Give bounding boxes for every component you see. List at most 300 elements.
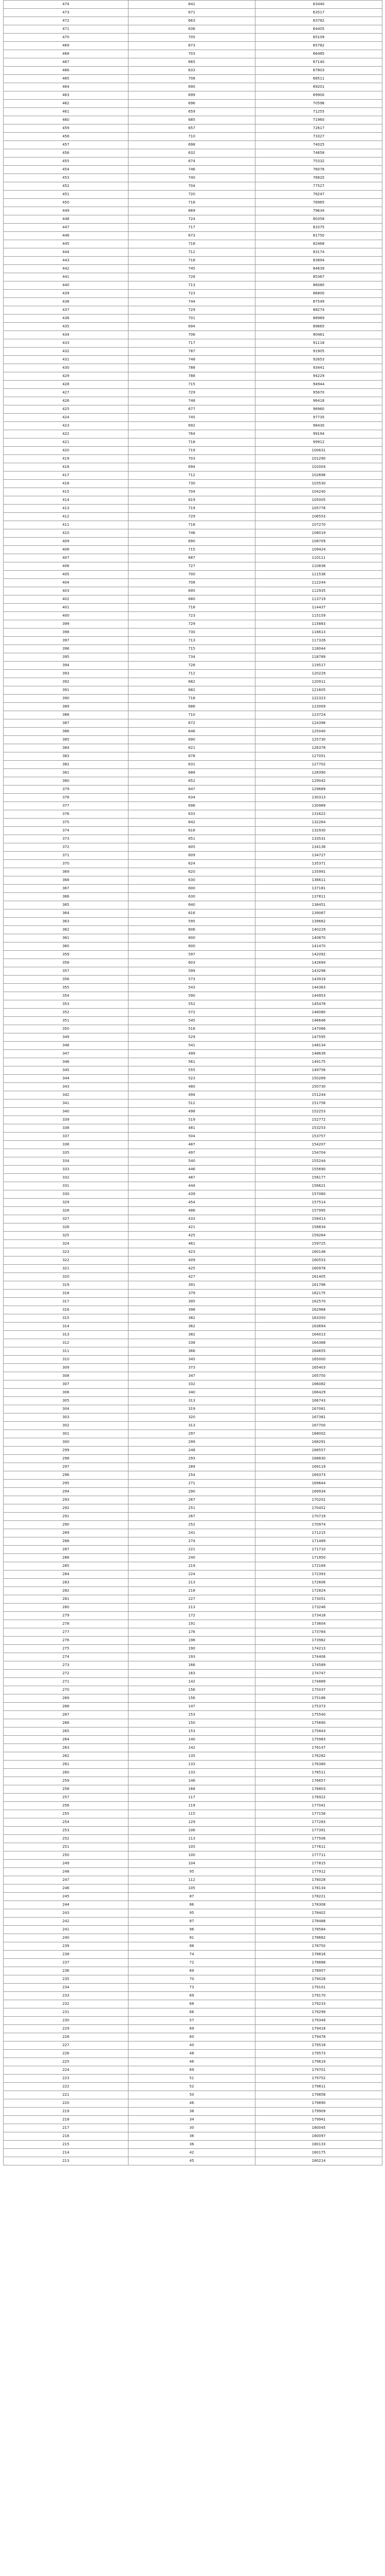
count-cell: 663 (129, 17, 255, 25)
cumulative-cell: 180214 (255, 2157, 382, 2165)
table-row (4, 794, 382, 802)
score-cell: 386 (4, 728, 129, 736)
score-cell: 288 (4, 1537, 129, 1546)
cumulative-cell: 72617 (255, 124, 382, 133)
table-row (4, 1331, 382, 1339)
table-row (4, 1727, 382, 1736)
score-cell: 472 (4, 17, 129, 25)
score-cell: 408 (4, 546, 129, 554)
score-cell: 270 (4, 1686, 129, 1694)
table-row (4, 959, 382, 967)
cumulative-cell: 91118 (255, 339, 382, 348)
count-cell: 271 (129, 1480, 255, 1488)
score-cell: 319 (4, 1281, 129, 1290)
score-cell: 289 (4, 1529, 129, 1537)
score-cell: 286 (4, 1554, 129, 1562)
count-cell: 646 (129, 728, 255, 736)
score-cell: 308 (4, 1372, 129, 1380)
count-cell: 748 (129, 397, 255, 405)
count-cell: 609 (129, 852, 255, 860)
count-cell: 105 (129, 1843, 255, 1851)
score-cell: 409 (4, 538, 129, 546)
cumulative-cell: 129042 (255, 777, 382, 786)
count-cell: 718 (129, 438, 255, 447)
count-cell: 427 (129, 1273, 255, 1281)
cumulative-cell: 173604 (255, 1620, 382, 1628)
cumulative-cell: 88969 (255, 315, 382, 323)
count-cell: 96 (129, 1926, 255, 1934)
count-cell: 153 (129, 1727, 255, 1736)
cumulative-cell: 112244 (255, 579, 382, 587)
cumulative-cell: 166429 (255, 1389, 382, 1397)
score-cell: 362 (4, 926, 129, 934)
cumulative-cell: 174747 (255, 1670, 382, 1678)
score-cell: 229 (4, 2025, 129, 2033)
table-row (4, 1207, 382, 1215)
cumulative-cell: 88274 (255, 306, 382, 315)
score-cell: 376 (4, 810, 129, 819)
table-row (4, 496, 382, 505)
table-row (4, 67, 382, 75)
score-cell: 360 (4, 943, 129, 951)
table-row (4, 819, 382, 827)
count-cell: 673 (129, 42, 255, 50)
count-cell: 652 (129, 777, 255, 786)
cumulative-cell: 122323 (255, 695, 382, 703)
score-cell: 233 (4, 1992, 129, 2000)
count-cell: 715 (129, 645, 255, 653)
table-row (4, 1166, 382, 1174)
score-cell: 434 (4, 331, 129, 339)
table-row (4, 50, 382, 58)
count-cell: 480 (129, 1083, 255, 1091)
table-row (4, 1116, 382, 1124)
score-cell: 410 (4, 529, 129, 538)
count-cell: 129 (129, 1818, 255, 1827)
table-row (4, 356, 382, 364)
cumulative-cell: 135371 (255, 860, 382, 868)
table-row (4, 1934, 382, 1942)
count-cell: 634 (129, 794, 255, 802)
cumulative-cell: 69900 (255, 91, 382, 100)
score-cell: 263 (4, 1744, 129, 1752)
table-row (4, 1554, 382, 1562)
table-row (4, 1256, 382, 1265)
count-cell: 34 (129, 2116, 255, 2124)
table-row (4, 1248, 382, 1256)
cumulative-cell: 118789 (255, 653, 382, 662)
score-cell: 298 (4, 1455, 129, 1463)
count-cell: 487 (129, 1141, 255, 1149)
count-cell: 274 (129, 1537, 255, 1546)
cumulative-cell: 175540 (255, 1711, 382, 1719)
table-row (4, 281, 382, 290)
cumulative-cell: 177283 (255, 1818, 382, 1827)
score-cell: 387 (4, 719, 129, 728)
table-row (4, 1612, 382, 1620)
table-row (4, 967, 382, 976)
score-cell: 334 (4, 1157, 129, 1166)
count-cell: 621 (129, 744, 255, 752)
score-cell: 300 (4, 1438, 129, 1447)
table-row (4, 331, 382, 339)
count-cell: 104 (129, 1860, 255, 1868)
count-cell: 112 (129, 1876, 255, 1884)
cumulative-cell: 115159 (255, 612, 382, 620)
table-row (4, 926, 382, 934)
count-cell: 718 (129, 257, 255, 265)
count-cell: 685 (129, 116, 255, 124)
table-row (4, 521, 382, 529)
count-cell: 746 (129, 529, 255, 538)
count-cell: 715 (129, 546, 255, 554)
table-row (4, 17, 382, 25)
count-cell: 543 (129, 984, 255, 992)
count-cell: 595 (129, 918, 255, 926)
score-cell: 265 (4, 1727, 129, 1736)
score-cell: 268 (4, 1703, 129, 1711)
count-cell: 252 (129, 1521, 255, 1529)
score-cell: 441 (4, 273, 129, 281)
cumulative-cell: 180133 (255, 2141, 382, 2149)
table-row (4, 1818, 382, 1827)
table-row (4, 1752, 382, 1761)
count-cell: 454 (129, 1199, 255, 1207)
count-cell: 712 (129, 472, 255, 480)
cumulative-cell: 115883 (255, 620, 382, 629)
table-row (4, 422, 382, 430)
cumulative-cell: 99194 (255, 430, 382, 438)
count-cell: 712 (129, 248, 255, 257)
cumulative-cell: 148134 (255, 1042, 382, 1050)
count-cell: 764 (129, 430, 255, 438)
score-cell: 225 (4, 2058, 129, 2066)
table-row (4, 472, 382, 480)
cumulative-cell: 174889 (255, 1678, 382, 1686)
table-row (4, 174, 382, 182)
count-cell: 366 (129, 1347, 255, 1356)
score-cell: 246 (4, 1884, 129, 1893)
count-cell: 191 (129, 1620, 255, 1628)
cumulative-cell: 89665 (255, 323, 382, 331)
score-cell: 278 (4, 1620, 129, 1628)
table-row (4, 1455, 382, 1463)
score-cell: 332 (4, 1174, 129, 1182)
score-cell: 337 (4, 1133, 129, 1141)
score-cell: 292 (4, 1504, 129, 1513)
cumulative-cell: 75332 (255, 158, 382, 166)
cumulative-cell: 173246 (255, 1604, 382, 1612)
cumulative-cell: 178584 (255, 1926, 382, 1934)
count-cell: 710 (129, 133, 255, 141)
count-cell: 695 (129, 587, 255, 595)
count-cell: 724 (129, 215, 255, 224)
score-cell: 297 (4, 1463, 129, 1471)
score-cell: 239 (4, 1942, 129, 1951)
table-row (4, 199, 382, 207)
count-cell: 573 (129, 976, 255, 984)
score-cell: 474 (4, 1, 129, 9)
count-cell: 745 (129, 414, 255, 422)
score-cell: 453 (4, 174, 129, 182)
count-cell: 176 (129, 1628, 255, 1637)
score-cell: 326 (4, 1223, 129, 1232)
table-row (4, 2033, 382, 2041)
table-row (4, 1, 382, 9)
score-cell: 462 (4, 100, 129, 108)
score-cell: 279 (4, 1612, 129, 1620)
count-cell: 665 (129, 58, 255, 67)
table-row (4, 463, 382, 472)
table-row (4, 1653, 382, 1661)
cumulative-cell: 170452 (255, 1504, 382, 1513)
table-row (4, 686, 382, 695)
cumulative-cell: 153757 (255, 1133, 382, 1141)
table-row (4, 893, 382, 901)
table-row (4, 843, 382, 852)
count-cell: 630 (129, 893, 255, 901)
cumulative-cell: 97735 (255, 414, 382, 422)
score-cell: 284 (4, 1570, 129, 1579)
score-cell: 365 (4, 901, 129, 909)
table-row (4, 405, 382, 414)
cumulative-cell: 145478 (255, 1000, 382, 1009)
count-cell: 600 (129, 885, 255, 893)
score-cell: 380 (4, 777, 129, 786)
count-cell: 600 (129, 934, 255, 943)
score-cell: 407 (4, 554, 129, 562)
table-row (4, 885, 382, 893)
table-row (4, 1141, 382, 1149)
table-row (4, 1281, 382, 1290)
count-cell: 642 (129, 819, 255, 827)
count-cell: 696 (129, 802, 255, 810)
cumulative-cell: 65109 (255, 34, 382, 42)
score-cell: 293 (4, 1496, 129, 1504)
table-row (4, 752, 382, 761)
cumulative-cell: 139067 (255, 909, 382, 918)
cumulative-cell: 172393 (255, 1570, 382, 1579)
cumulative-cell: 146080 (255, 1009, 382, 1017)
score-cell: 259 (4, 1777, 129, 1785)
table-row (4, 761, 382, 769)
score-cell: 254 (4, 1818, 129, 1827)
count-cell: 688 (129, 769, 255, 777)
score-cell: 341 (4, 1099, 129, 1108)
count-cell: 710 (129, 711, 255, 719)
cumulative-cell: 134727 (255, 852, 382, 860)
score-cell: 357 (4, 967, 129, 976)
table-row (4, 1719, 382, 1727)
score-cell: 473 (4, 9, 129, 17)
cumulative-cell: 178750 (255, 1942, 382, 1951)
cumulative-cell: 179752 (255, 2075, 382, 2083)
cumulative-cell: 93441 (255, 364, 382, 372)
cumulative-cell: 172169 (255, 1562, 382, 1570)
table-row (4, 901, 382, 909)
table-row (4, 2141, 382, 2149)
table-row (4, 265, 382, 273)
count-cell: 552 (129, 1000, 255, 1009)
score-cell: 215 (4, 2141, 129, 2149)
table-row (4, 1298, 382, 1306)
cumulative-cell: 179701 (255, 2066, 382, 2075)
table-row (4, 1447, 382, 1455)
count-cell: 69 (129, 2066, 255, 2075)
score-cell: 455 (4, 158, 129, 166)
count-cell: 787 (129, 348, 255, 356)
score-cell: 359 (4, 951, 129, 959)
cumulative-cell: 133531 (255, 835, 382, 843)
table-row (4, 1893, 382, 1901)
count-cell: 172 (129, 1612, 255, 1620)
count-cell: 541 (129, 1042, 255, 1050)
cumulative-cell: 173982 (255, 1637, 382, 1645)
count-cell: 555 (129, 1066, 255, 1075)
count-cell: 487 (129, 1174, 255, 1182)
cumulative-cell: 132930 (255, 827, 382, 835)
table-row (4, 1909, 382, 1918)
table-row (4, 1570, 382, 1579)
cumulative-cell: 81075 (255, 224, 382, 232)
count-cell: 519 (129, 1116, 255, 1124)
count-cell: 719 (129, 447, 255, 455)
count-cell: 561 (129, 1058, 255, 1066)
cumulative-cell: 127702 (255, 761, 382, 769)
count-cell: 715 (129, 381, 255, 389)
score-cell: 405 (4, 571, 129, 579)
cumulative-cell: 168830 (255, 1455, 382, 1463)
table-row (4, 1711, 382, 1719)
cumulative-cell: 178488 (255, 1918, 382, 1926)
cumulative-cell: 175037 (255, 1686, 382, 1694)
score-cell: 295 (4, 1480, 129, 1488)
count-cell: 421 (129, 1223, 255, 1232)
table-row (4, 1009, 382, 1017)
count-cell: 512 (129, 1099, 255, 1108)
count-cell: 620 (129, 868, 255, 876)
cumulative-cell: 176147 (255, 1744, 382, 1752)
count-cell: 379 (129, 1290, 255, 1298)
count-cell: 745 (129, 265, 255, 273)
table-row (4, 1232, 382, 1240)
table-row (4, 381, 382, 389)
table-row (4, 339, 382, 348)
score-cell: 217 (4, 2124, 129, 2132)
table-row (4, 315, 382, 323)
score-cell: 327 (4, 1215, 129, 1223)
count-cell: 718 (129, 240, 255, 248)
cumulative-cell: 171710 (255, 1546, 382, 1554)
cumulative-cell: 178662 (255, 1934, 382, 1942)
cumulative-cell: 151756 (255, 1099, 382, 1108)
table-row (4, 141, 382, 149)
table-row (4, 1744, 382, 1752)
count-cell: 81 (129, 1934, 255, 1942)
count-cell: 706 (129, 331, 255, 339)
cumulative-cell: 178888 (255, 1959, 382, 1967)
count-cell: 746 (129, 166, 255, 174)
table-row (4, 149, 382, 158)
table-row (4, 678, 382, 686)
cumulative-cell: 177711 (255, 1851, 382, 1860)
score-cell: 352 (4, 1009, 129, 1017)
table-row (4, 662, 382, 670)
table-row (4, 1405, 382, 1413)
cumulative-cell: 168557 (255, 1447, 382, 1455)
cumulative-cell: 176380 (255, 1761, 382, 1769)
table-row (4, 951, 382, 959)
score-cell: 328 (4, 1207, 129, 1215)
score-cell: 364 (4, 909, 129, 918)
table-row (4, 1265, 382, 1273)
count-cell: 597 (129, 951, 255, 959)
score-cell: 464 (4, 83, 129, 91)
table-row (4, 2075, 382, 2083)
count-cell: 723 (129, 290, 255, 298)
score-cell: 384 (4, 744, 129, 752)
score-cell: 460 (4, 116, 129, 124)
cumulative-cell: 76820 (255, 174, 382, 182)
score-cell: 461 (4, 108, 129, 116)
score-cell: 435 (4, 323, 129, 331)
count-cell: 728 (129, 662, 255, 670)
cumulative-cell: 65782 (255, 42, 382, 50)
count-cell: 590 (129, 992, 255, 1000)
score-cell: 230 (4, 2017, 129, 2025)
cumulative-cell: 123009 (255, 703, 382, 711)
cumulative-cell: 150730 (255, 1083, 382, 1091)
cumulative-cell: 165000 (255, 1356, 382, 1364)
cumulative-cell: 166082 (255, 1380, 382, 1389)
score-cell: 433 (4, 339, 129, 348)
score-cell: 241 (4, 1926, 129, 1934)
count-cell: 146 (129, 1777, 255, 1785)
table-row (4, 1017, 382, 1025)
score-cell: 285 (4, 1562, 129, 1570)
count-cell: 166 (129, 1661, 255, 1670)
count-cell: 113 (129, 1835, 255, 1843)
table-row (4, 1521, 382, 1529)
count-cell: 156 (129, 1686, 255, 1694)
score-cell: 358 (4, 959, 129, 967)
score-cell: 356 (4, 976, 129, 984)
table-row (4, 1496, 382, 1504)
cumulative-cell: 144363 (255, 984, 382, 992)
table-row (4, 1463, 382, 1471)
cumulative-cell: 179811 (255, 2083, 382, 2091)
cumulative-cell: 179418 (255, 2025, 382, 2033)
score-cell: 227 (4, 2041, 129, 2050)
count-cell: 703 (129, 50, 255, 58)
cumulative-cell: 64405 (255, 25, 382, 34)
count-cell: 133 (129, 1769, 255, 1777)
table-row (4, 1397, 382, 1405)
cumulative-cell: 177156 (255, 1810, 382, 1818)
cumulative-cell: 160978 (255, 1265, 382, 1273)
count-cell: 713 (129, 637, 255, 645)
cumulative-cell: 138451 (255, 901, 382, 909)
cumulative-cell: 172824 (255, 1587, 382, 1595)
table-row (4, 612, 382, 620)
table-row (4, 2008, 382, 2017)
cumulative-cell: 90461 (255, 331, 382, 339)
count-cell: 248 (129, 1447, 255, 1455)
cumulative-cell: 86080 (255, 281, 382, 290)
table-row (4, 191, 382, 199)
table-row (4, 984, 382, 992)
count-cell: 267 (129, 1513, 255, 1521)
